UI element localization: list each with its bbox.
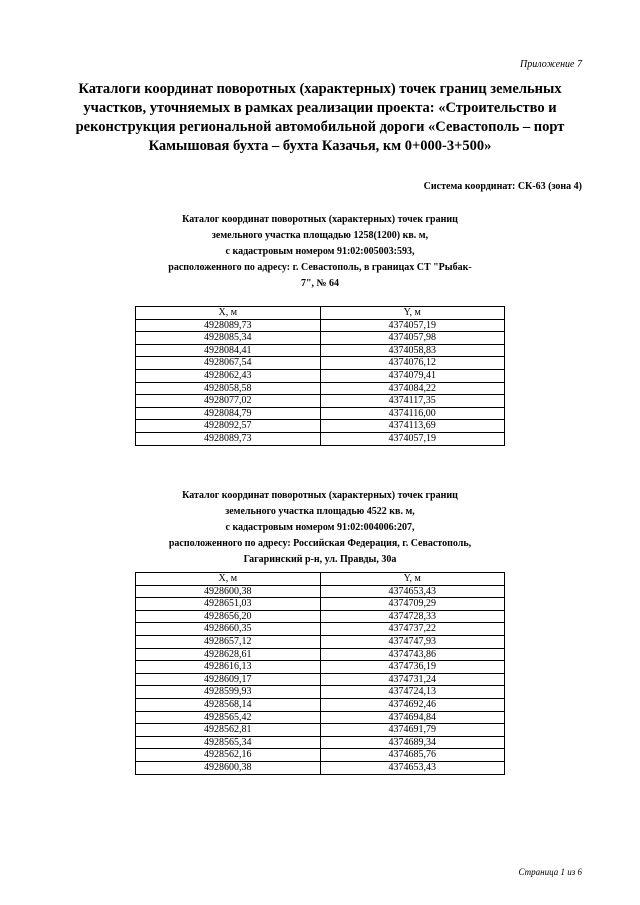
table-row (136, 711, 505, 724)
catalog-2-coordinates-table (135, 572, 505, 775)
cell-x: 4928565,34 (136, 736, 321, 749)
cell-y: 4374058,83 (320, 344, 505, 357)
cell-x: 4928656,20 (136, 610, 321, 623)
cell-y: 4374079,41 (320, 369, 505, 382)
cell-x: 4928616,13 (136, 661, 321, 674)
coordinate-system-label: Система координат: СК-63 (зона 4) (423, 181, 582, 192)
cell-y: 4374116,00 (320, 407, 505, 420)
cell-y: 4374691,79 (320, 724, 505, 737)
cell-x: 4928089,73 (136, 432, 321, 445)
cell-y: 4374685,76 (320, 749, 505, 762)
cell-y: 4374653,43 (320, 761, 505, 774)
cell-y: 4374692,46 (320, 698, 505, 711)
table-row (136, 432, 505, 445)
table-row (136, 736, 505, 749)
cell-y: 4374113,69 (320, 420, 505, 433)
cell-y: 4374743,86 (320, 648, 505, 661)
table-row (136, 724, 505, 737)
table-row (136, 623, 505, 636)
cell-y: 4374689,34 (320, 736, 505, 749)
table-row (136, 407, 505, 420)
table-row (136, 610, 505, 623)
cell-y: 4374653,43 (320, 585, 505, 598)
cell-y: 4374736,19 (320, 661, 505, 674)
catalog-2-title-line: расположенного по адресу: Российская Федерация, г. Севастополь, (168, 538, 472, 549)
cell-x: 4928568,14 (136, 698, 321, 711)
column-header-x: X, м (136, 307, 321, 320)
table-row (136, 635, 505, 648)
table-row (136, 648, 505, 661)
catalog-1-title-line: расположенного по адресу: г. Севастополь, в границах СТ "Рыбак- (168, 262, 472, 273)
catalog-1-title-line: 7", № 64 (300, 278, 340, 289)
table-row (136, 332, 505, 345)
table-header-row (136, 307, 505, 320)
table-row (136, 749, 505, 762)
cell-y: 4374747,93 (320, 635, 505, 648)
cell-y: 4374724,13 (320, 686, 505, 699)
table-row (136, 382, 505, 395)
cell-y: 4374057,19 (320, 432, 505, 445)
catalog-1-rows (136, 319, 505, 445)
catalog-2-title-line: Гагаринский р-н, ул. Правды, 30а (243, 554, 397, 565)
catalog-1-title-line: с кадастровым номером 91:02:005003:593, (225, 246, 415, 257)
column-header-x: X, м (136, 573, 321, 586)
catalog-2-title (128, 488, 512, 568)
catalog-1-title (128, 212, 512, 292)
table-row (136, 661, 505, 674)
cell-y: 4374731,24 (320, 673, 505, 686)
table-row (136, 761, 505, 774)
cell-y: 4374694,84 (320, 711, 505, 724)
table-header-row (136, 573, 505, 586)
cell-x: 4928562,16 (136, 749, 321, 762)
appendix-label: Приложение 7 (520, 59, 582, 70)
cell-y: 4374117,35 (320, 395, 505, 408)
cell-x: 4928062,43 (136, 369, 321, 382)
catalog-2-title-line: с кадастровым номером 91:02:004006:207, (225, 522, 415, 533)
cell-x: 4928058,58 (136, 382, 321, 395)
catalog-1-title-line: земельного участка площадью 1258(1200) кв. м, (211, 230, 429, 241)
cell-x: 4928565,42 (136, 711, 321, 724)
cell-y: 4374057,19 (320, 319, 505, 332)
table-row (136, 585, 505, 598)
cell-x: 4928657,12 (136, 635, 321, 648)
cell-y: 4374728,33 (320, 610, 505, 623)
catalog-2-title-line: Каталог координат поворотных (характерных) точек границ (182, 490, 458, 501)
table-row (136, 598, 505, 611)
cell-x: 4928077,02 (136, 395, 321, 408)
table-row (136, 369, 505, 382)
column-header-y: Y, м (320, 573, 505, 586)
table-row (136, 357, 505, 370)
cell-x: 4928628,61 (136, 648, 321, 661)
cell-x: 4928084,79 (136, 407, 321, 420)
table-row (136, 395, 505, 408)
cell-y: 4374709,29 (320, 598, 505, 611)
table-row (136, 698, 505, 711)
cell-x: 4928600,38 (136, 585, 321, 598)
cell-x: 4928660,35 (136, 623, 321, 636)
table-row (136, 673, 505, 686)
cell-x: 4928609,17 (136, 673, 321, 686)
page-number: Страница 1 из 6 (518, 867, 582, 877)
cell-x: 4928599,93 (136, 686, 321, 699)
cell-y: 4374076,12 (320, 357, 505, 370)
cell-x: 4928562,81 (136, 724, 321, 737)
cell-y: 4374737,22 (320, 623, 505, 636)
catalog-1-title-line: Каталог координат поворотных (характерных) точек границ (182, 214, 458, 225)
catalog-2-rows (136, 585, 505, 774)
cell-x: 4928089,73 (136, 319, 321, 332)
cell-x: 4928067,54 (136, 357, 321, 370)
document-title: Каталоги координат поворотных (характерных) точек границ земельных участков, уточняемых в рамках реализации проекта: «Строительство и реконструкция региональной автомобильной дороги «Севастополь – порт Камышовая бухта – бухта Казачья, км 0+000-3+500» (75, 81, 565, 154)
table-row (136, 344, 505, 357)
cell-x: 4928600,38 (136, 761, 321, 774)
cell-x: 4928085,34 (136, 332, 321, 345)
table-row (136, 319, 505, 332)
cell-y: 4374084,22 (320, 382, 505, 395)
cell-x: 4928092,57 (136, 420, 321, 433)
table-row (136, 420, 505, 433)
column-header-y: Y, м (320, 307, 505, 320)
cell-x: 4928651,03 (136, 598, 321, 611)
catalog-2-title-line: земельного участка площадью 4522 кв. м, (225, 506, 415, 517)
cell-x: 4928084,41 (136, 344, 321, 357)
cell-y: 4374057,98 (320, 332, 505, 345)
catalog-1-coordinates-table (135, 306, 505, 446)
table-row (136, 686, 505, 699)
